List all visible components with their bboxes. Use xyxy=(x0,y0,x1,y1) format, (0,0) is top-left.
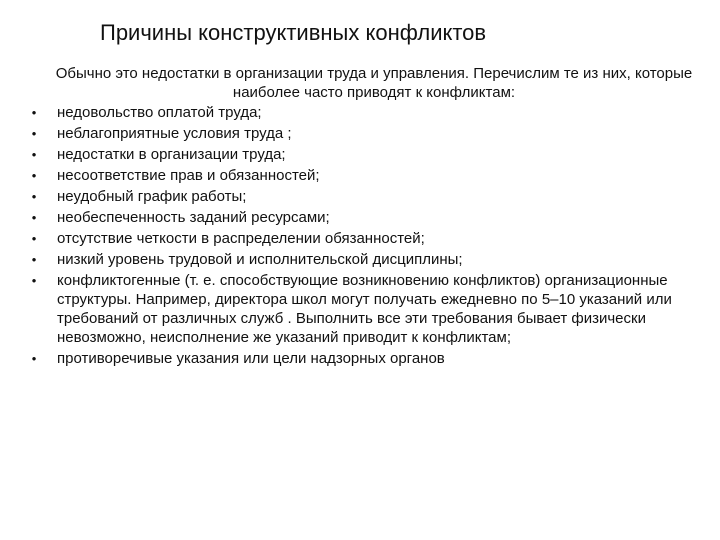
bullet-icon: • xyxy=(31,252,37,267)
list-item-text: неудобный график работы; xyxy=(57,188,247,205)
bullet-icon: • xyxy=(31,126,37,141)
slide-content xyxy=(28,64,708,370)
list-item-text: недовольство оплатой труда; xyxy=(57,104,262,121)
list-item xyxy=(28,271,708,347)
bullet-icon: • xyxy=(31,105,37,120)
list-item xyxy=(28,103,708,122)
intro-text: Обычно это недостатки в организации труда и управления. Перечислим те из них, которые наиболее часто приводят к конфликтам: xyxy=(55,65,693,101)
bullet-icon: • xyxy=(31,351,37,366)
list-item xyxy=(28,250,708,269)
bullet-list xyxy=(28,103,708,368)
bullet-icon: • xyxy=(31,189,37,204)
list-item xyxy=(28,187,708,206)
list-item xyxy=(28,145,708,164)
slide-title: Причины конструктивных конфликтов xyxy=(100,20,487,45)
list-item-text: отсутствие четкости в распределении обязанностей; xyxy=(57,230,425,247)
list-item-text: конфликтогенные (т. е. способствующие возникновению конфликтов) организационные структуры. Например, директора школ могут получать ежедневно по 5–10 указаний или требований от различных служб . Выполнить все эти требования бывает физически невозможно, неисполнение же указаний приводит к конфликтам; xyxy=(57,272,672,346)
bullet-icon: • xyxy=(31,168,37,183)
list-item-text: недостатки в организации труда; xyxy=(57,146,286,163)
bullet-icon: • xyxy=(31,231,37,246)
list-item xyxy=(28,229,708,248)
list-item-text: несоответствие прав и обязанностей; xyxy=(57,167,320,184)
list-item-text: необеспеченность заданий ресурсами; xyxy=(57,209,330,226)
list-item xyxy=(28,124,708,143)
list-item xyxy=(28,349,708,368)
list-item-text: низкий уровень трудовой и исполнительской дисциплины; xyxy=(57,251,463,268)
list-item xyxy=(28,166,708,185)
list-item-text: противоречивые указания или цели надзорных органов xyxy=(57,350,445,367)
bullet-icon: • xyxy=(31,147,37,162)
bullet-icon: • xyxy=(31,210,37,225)
list-item-text: неблагоприятные условия труда ; xyxy=(57,125,292,142)
bullet-icon: • xyxy=(31,273,37,288)
list-item xyxy=(28,208,708,227)
